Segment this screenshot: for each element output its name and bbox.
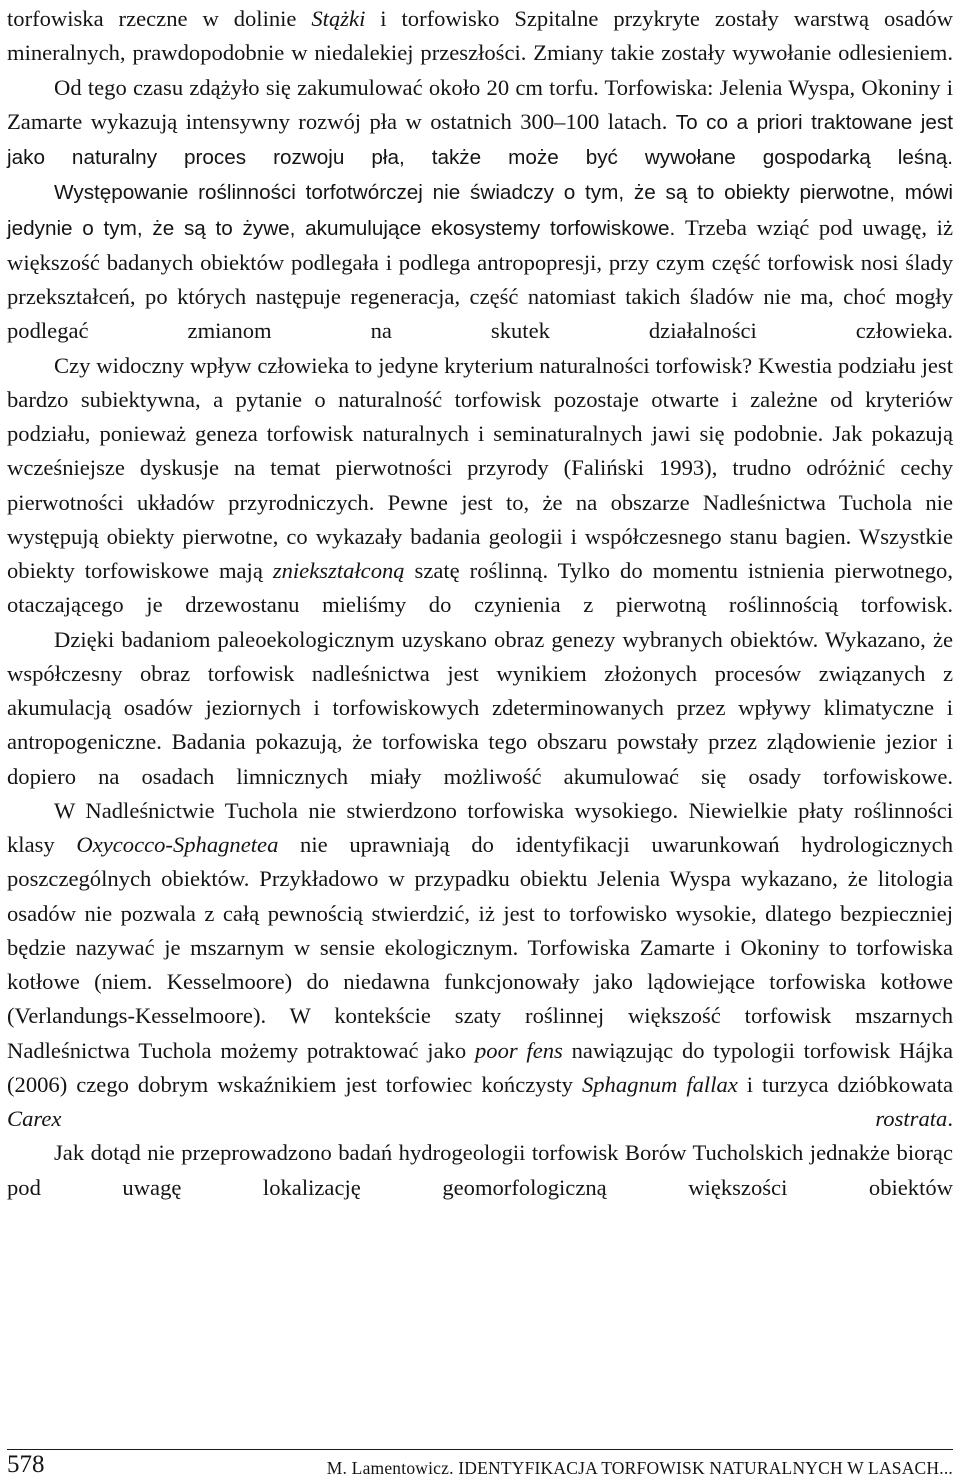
- italic-term: Stążki: [311, 6, 366, 31]
- text-span: To co a priori traktowane jest jako naturalny proces rozwoju pła, także może być wywołane gospodarką leśną.: [7, 110, 954, 169]
- paragraph: [7, 349, 953, 623]
- text-span: Od tego czasu zdążyło się zakumulować około 20 cm torfu. Torfowiska: Jelenia Wyspa, Okoniny i Zamarte wykazują intensywny rozwój pła w ostatnich 300–100 latach.: [7, 74, 953, 134]
- text-span: Jak dotąd nie przeprowadzono badań hydrogeologii torfowisk Borów Tucholskich jednakże biorąc pod uwagę lokalizację geomorfologiczną większości obiektów: [7, 1140, 953, 1200]
- text-span: i turzyca dzióbkowata: [737, 1071, 953, 1097]
- footer-divider: [7, 1449, 953, 1450]
- page-number: 578: [7, 1451, 45, 1478]
- text-span: torfowiska rzeczne w dolinie: [7, 6, 312, 31]
- italic-term: Oxycocco-Sphagnetea: [76, 832, 279, 857]
- text-span: W Nadleśnictwie Tuchola nie stwierdzono torfowiska wysokiego. Niewielkie płaty roślinności klasy: [7, 797, 953, 857]
- running-head: M. Lamentowicz. IDENTYFIKACJA TORFOWISK NATURALNYCH W LASACH...: [326, 1458, 953, 1478]
- text-span: i torfowisko Szpitalne przykryte zostały warstwą osadów mineralnych, prawdopodobnie w niedalekiej przeszłości. Zmiany takie zostały wywołanie odlesieniem.: [7, 6, 953, 66]
- text-span: Trzeba wziąć pod uwagę, iż większość badanych obiektów podlegała i podlega antropopresji, przy czym część torfowisk nosi ślady przekształceń, po których następuje regeneracja, część natomiast takich śladów nie ma, choć mogły podlegać zmianom na skutek działalności człowieka.: [7, 214, 953, 344]
- text-span: szatę roślinną. Tylko do momentu istnienia pierwotnego, otaczającego je drzewostanu mieliśmy do czynienia z pierwotną roślinnością torfowisk.: [7, 558, 953, 618]
- italic-term: poor fens: [474, 1037, 563, 1063]
- page-footer: [7, 1451, 953, 1479]
- paragraph: [7, 175, 953, 348]
- text-span: Występowanie roślinności torfotwórczej nie świadczy o tym, że są to obiekty pierwotne, mówi jedynie o tym, że są to żywe, akumulujące ekosystemy torfowiskowe.: [7, 181, 953, 240]
- article-body: [7, 2, 953, 1205]
- text-span: nie uprawniają do identyfikacji uwarunkowań hydrologicznych poszczególnych obiektów. Przykładowo w przypadku obiektu Jelenia Wyspa wykazano, że litologia osadów nie pozwala z całą pewnością stwierdzić, iż jest to torfowisko wysokie, dlatego bezpieczniej będzie nazywać je mszarnym w sensie ekologicznym. Torfowiska Zamarte i Okoniny to torfowiska kotłowe (niem. Kesselmoore) do niedawna funkcjonowały jako lądowiejące torfowiska kotłowe (Verlandungs-Kesselmoore). W kontekście szaty roślinnej większość torfowisk mszarnych Nadleśnictwa Tuchola możemy potraktować jako: [7, 832, 954, 1063]
- text-line: [7, 2, 953, 71]
- text-span: Czy widoczny wpływ człowieka to jedyne kryterium naturalności torfowisk? Kwestia podziału jest bardzo subiektywna, a pytanie o naturalność torfowisk pozostaje otwarte i zależne od kryteriów podziału, ponieważ geneza torfowisk naturalnych i seminaturalnych jawi się podobnie. Jak pokazują wcześniejsze dyskusje na temat pierwotności przyrody (Faliński 1993), trudno odróżnić cechy pierwotności układów przyrodniczych. Pewne jest to, że na obszarze Nadleśnictwa Tuchola nie występują obiekty pierwotne, co wykazały badania geologii i współczesnego stanu bagien. Wszystkie obiekty torfowiskowe mają: [7, 352, 953, 583]
- italic-term: zniekształconą: [272, 558, 405, 583]
- italic-term: Sphagnum fallax: [581, 1071, 738, 1097]
- text-span: .: [947, 1106, 953, 1131]
- text-span: Dzięki badaniom paleoekologicznym uzyskano obraz genezy wybranych obiektów. Wykazano, że współczesny obraz torfowisk nadleśnictwa jest wynikiem złożonych procesów związanych z akumulacją osadów jeziornych i torfowiskowych zdeterminowanych przez wpływy klimatyczne i antropogeniczne. Badania pokazują, że torfowiska tego obszaru powstały przez zlądowienie jezior i dopiero na osadach limnicznych miały możliwość akumulować się osady torfowiskowe.: [7, 626, 953, 789]
- paragraph: [7, 623, 953, 794]
- text-span: nawiązując do typologii torfowisk Hájka (2006) czego dobrym wskaźnikiem jest torfowiec kończysty: [7, 1037, 953, 1097]
- paragraph: [7, 1136, 953, 1205]
- paragraph: [7, 2, 953, 71]
- paragraph: [7, 794, 953, 1137]
- paragraph: [7, 71, 953, 176]
- italic-term: Carex rostrata: [7, 1106, 948, 1131]
